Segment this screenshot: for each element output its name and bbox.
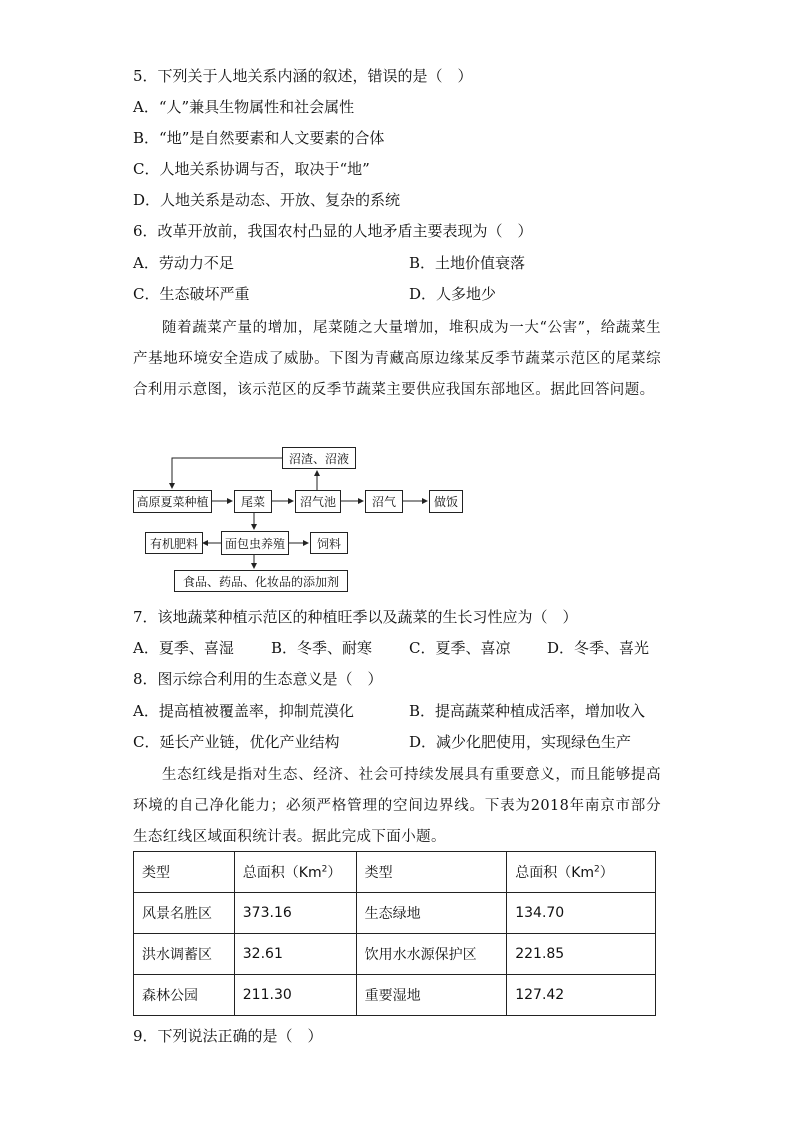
q5-option-d: D．人地关系是动态、开放、复杂的系统: [133, 191, 401, 209]
box-feed: 饲料: [310, 532, 348, 554]
q6-option-c: C．生态破坏严重: [133, 285, 250, 303]
q7-option-c: C．夏季、喜凉: [409, 639, 511, 657]
q5-option-c: C．人地关系协调与否，取决于“地”: [133, 160, 370, 178]
table-cell: 风景名胜区: [134, 893, 235, 934]
q8-option-d: D．减少化肥使用，实现绿色生产: [409, 733, 632, 751]
q7-stem: 7．该地蔬菜种植示范区的种植旺季以及蔬菜的生长习性应为（ ）: [133, 608, 578, 626]
q8-stem: 8．图示综合利用的生态意义是（ ）: [133, 670, 383, 688]
redline-area-table: [133, 851, 656, 1016]
q6-option-b: B．土地价值衰落: [409, 254, 526, 272]
table-cell: 生态绿地: [356, 893, 507, 934]
q7-option-d: D．冬季、喜光: [547, 639, 650, 657]
passage-ecological-redline: 生态红线是指对生态、经济、社会可持续发展具有重要意义，而且能够提高环境的自己净化能力；必须严格管理的空间边界线。下表为2018年南京市部分生态红线区域面积统计表。据此完成下面小题。: [133, 767, 661, 845]
q6-stem: 6．改革开放前，我国农村凸显的人地矛盾主要表现为（ ）: [133, 222, 533, 240]
table-row: [134, 893, 656, 934]
table-cell: 127.42: [507, 975, 656, 1016]
q5-option-b: B．“地”是自然要素和人文要素的合体: [133, 129, 385, 147]
q5-option-a: A．“人”兼具生物属性和社会属性: [133, 98, 355, 116]
q6-option-d: D．人多地少: [409, 285, 497, 303]
q6-option-a: A．劳动力不足: [133, 254, 234, 272]
box-organic-fertilizer: 有机肥料: [145, 532, 203, 554]
table-header-row: [134, 852, 656, 893]
table-row: [134, 975, 656, 1016]
table-cell: 134.70: [507, 893, 656, 934]
box-additives: 食品、药品、化妆品的添加剂: [174, 570, 348, 592]
q8-option-c: C．延长产业链，优化产业结构: [133, 733, 340, 751]
table-cell: 221.85: [507, 934, 656, 975]
table-cell: 森林公园: [134, 975, 235, 1016]
table-cell: 重要湿地: [356, 975, 507, 1016]
passage-tail-vegetable: 随着蔬菜产量的增加，尾菜随之大量增加，堆积成为一大“公害”，给蔬菜生产基地环境安全造成了威胁。下图为青藏高原边缘某反季节蔬菜示范区的尾菜综合利用示意图，该示范区的反季节蔬菜主要供应我国东部地区。据此回答问题。: [133, 320, 661, 398]
box-biogas-digester: 沼气池: [295, 490, 341, 513]
box-bread-worm-farming: 面包虫养殖: [221, 531, 289, 555]
table-header-cell: 类型: [356, 852, 507, 893]
table-cell: 洪水调蓄区: [134, 934, 235, 975]
table-cell: 211.30: [234, 975, 356, 1016]
q8-option-b: B．提高蔬菜种植成活率，增加收入: [409, 702, 646, 720]
table-header-cell: 类型: [134, 852, 235, 893]
q7-option-a: A．夏季、喜湿: [133, 639, 234, 657]
table-header-cell: 总面积（Km$^2$）: [507, 852, 656, 893]
q8-option-a: A．提高植被覆盖率，抑制荒漠化: [133, 702, 354, 720]
q5-stem: 5．下列关于人地关系内涵的叙述，错误的是（ ）: [133, 67, 473, 85]
box-biogas-residue: 沼渣、沼液: [282, 447, 356, 469]
box-biogas: 沼气: [365, 490, 403, 513]
table-row: [134, 934, 656, 975]
box-plateau-summer-vegetables: 高原夏菜种植: [133, 490, 212, 513]
table-cell: 32.61: [234, 934, 356, 975]
box-cooking: 做饭: [429, 490, 463, 513]
table-cell: 373.16: [234, 893, 356, 934]
table-header-cell: 总面积（Km$^2$）: [234, 852, 356, 893]
q7-option-b: B．冬季、耐寒: [271, 639, 373, 657]
q9-stem: 9．下列说法正确的是（ ）: [133, 1027, 323, 1045]
box-tail-vegetables: 尾菜: [234, 490, 272, 513]
table-cell: 饮用水水源保护区: [356, 934, 507, 975]
